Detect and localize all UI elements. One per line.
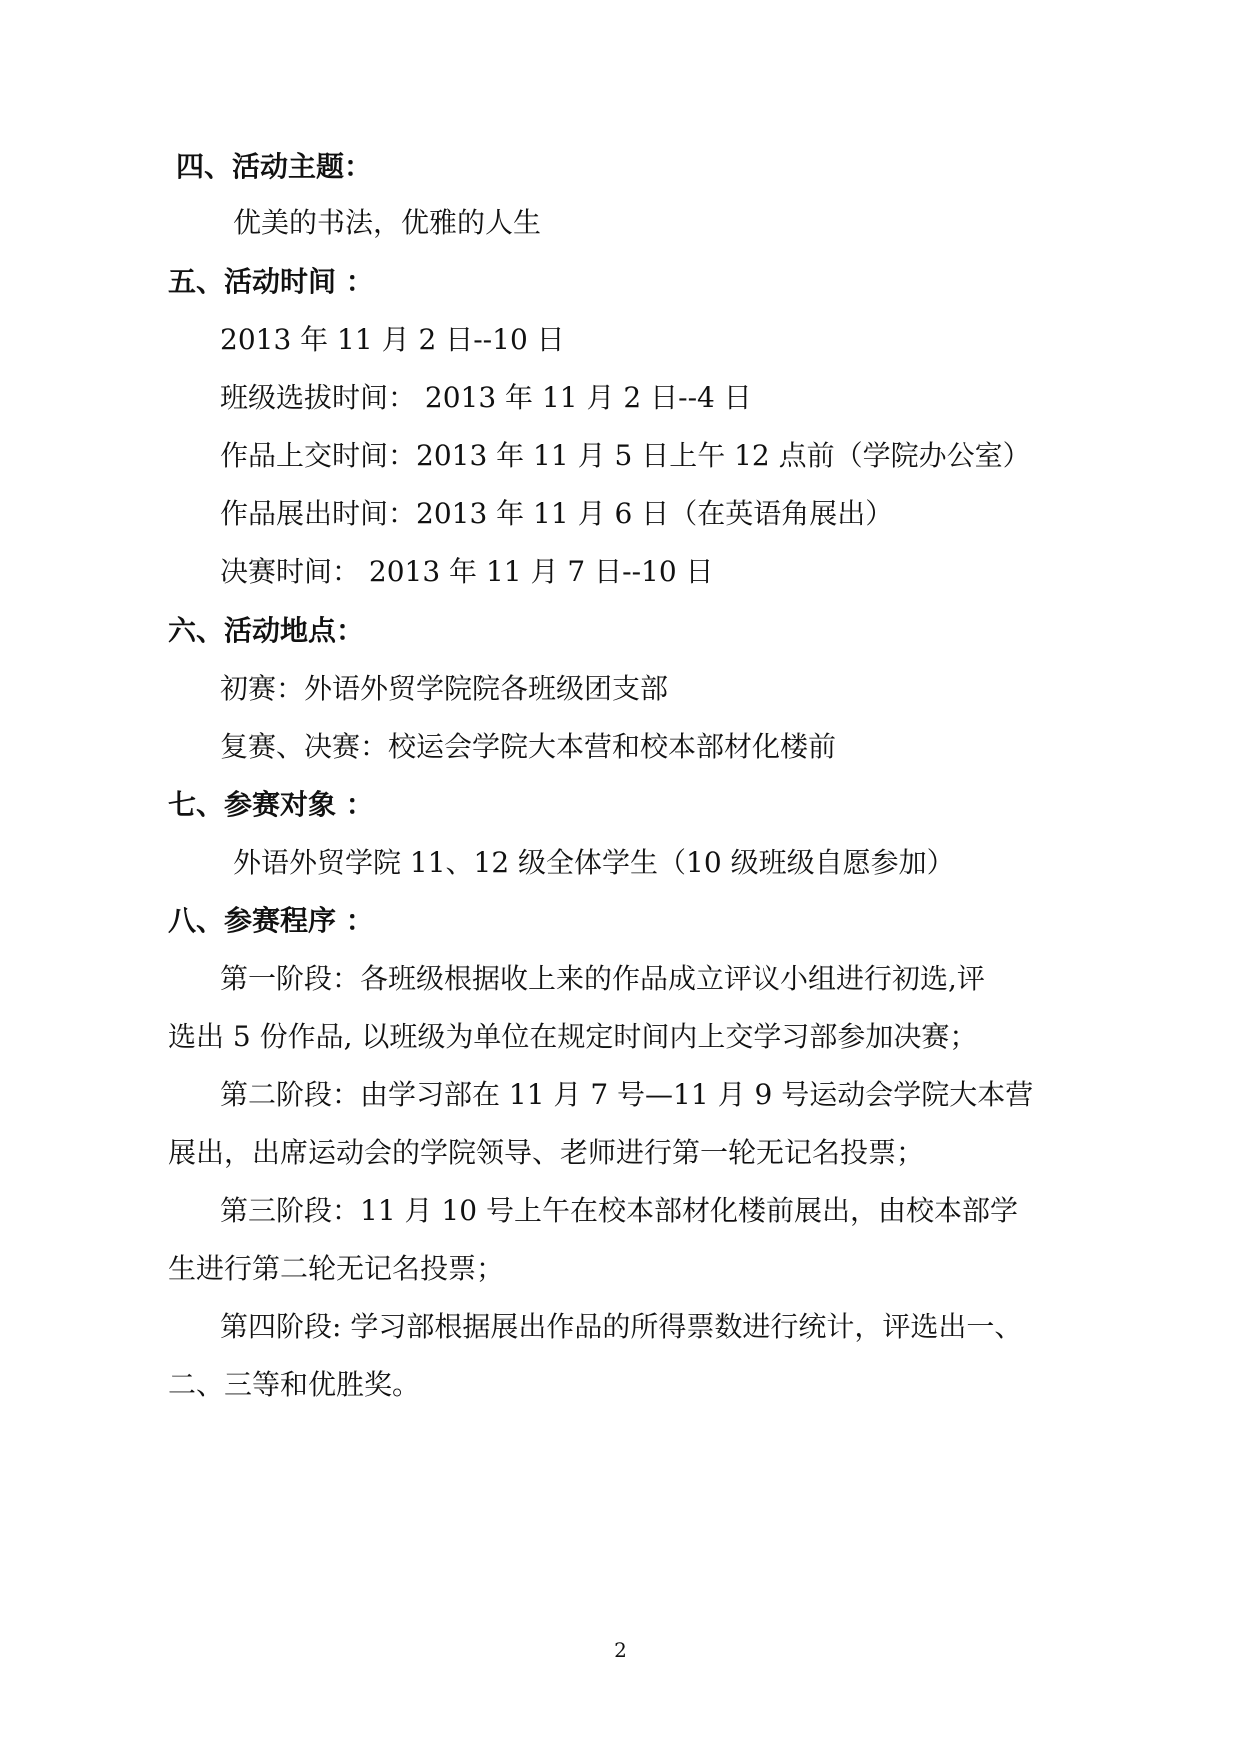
time-finals: 决赛时间： 2013 年 11 月 7 日--10 日 <box>220 555 714 588</box>
time-exhibition: 作品展出时间：2013 年 11 月 6 日（在英语角展出） <box>220 497 894 530</box>
location-finals: 复赛、决赛：校运会学院大本营和校本部材化楼前 <box>220 730 837 763</box>
section-heading-procedure: 八、参赛程序 ： <box>168 904 374 937</box>
stage-4-line-2: 二、三等和优胜奖。 <box>168 1368 421 1401</box>
stage-2-line-1: 第二阶段：由学习部在 11 月 7 号—11 月 9 号运动会学院大本营 <box>220 1078 1034 1111</box>
section-heading-location: 六、活动地点： <box>168 614 365 647</box>
stage-1-line-1: 第一阶段：各班级根据收上来的作品成立评议小组进行初选,评 <box>220 962 985 995</box>
theme-text: 优美的书法，优雅的人生 <box>233 206 542 239</box>
stage-4-line-1: 第四阶段: 学习部根据展出作品的所得票数进行统计，评选出一、 <box>220 1310 1023 1343</box>
section-heading-participants: 七、参赛对象 ： <box>168 788 374 821</box>
time-overall: 2013 年 11 月 2 日--10 日 <box>220 323 565 356</box>
location-preliminary: 初赛：外语外贸学院院各班级团支部 <box>220 672 669 705</box>
stage-3-line-2: 生进行第二轮无记名投票； <box>168 1252 505 1285</box>
time-class-selection: 班级选拔时间： 2013 年 11 月 2 日--4 日 <box>220 381 752 414</box>
time-submission: 作品上交时间：2013 年 11 月 5 日上午 12 点前（学院办公室） <box>220 439 1031 472</box>
page-number: 2 <box>614 1638 627 1662</box>
section-heading-time: 五、活动时间 ： <box>168 265 374 298</box>
section-heading-theme: 四、活动主题： <box>176 150 373 183</box>
stage-1-line-2: 选出 5 份作品, 以班级为单位在规定时间内上交学习部参加决赛； <box>168 1020 978 1053</box>
stage-2-line-2: 展出，出席运动会的学院领导、老师进行第一轮无记名投票； <box>168 1136 925 1169</box>
participants-text: 外语外贸学院 11、12 级全体学生（10 级班级自愿参加） <box>233 846 955 879</box>
stage-3-line-1: 第三阶段：11 月 10 号上午在校本部材化楼前展出，由校本部学 <box>220 1194 1018 1227</box>
